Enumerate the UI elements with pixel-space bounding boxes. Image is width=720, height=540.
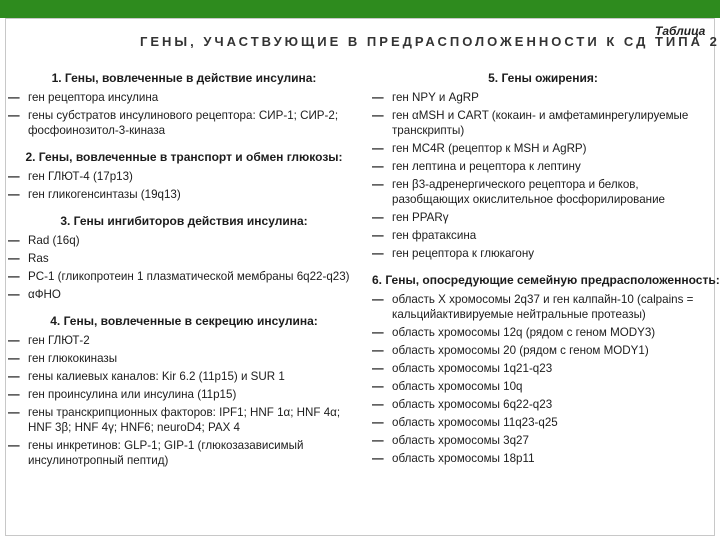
list-item: — ген рецептора инсулина bbox=[8, 90, 360, 105]
list-item: — PC-1 (гликопротеин 1 плазматической мембраны 6q22-q23) bbox=[8, 269, 360, 284]
list-item: — область X хромосомы 2q37 и ген калпайн-10 (calpains = кальцийактивируемые нейтральные протеазы) bbox=[372, 292, 714, 322]
list-item: — ген лептина и рецептора к лептину bbox=[372, 159, 714, 174]
list-item: — гены инкретинов: GLP-1; GIP-1 (глюкозазависимый инсулинотропный пептид) bbox=[8, 438, 360, 468]
list-item: — область хромосомы 18p11 bbox=[372, 451, 714, 466]
list-item: — ген αMSH и CART (кокаин- и амфетаминрегулируемые транскрипты) bbox=[372, 108, 714, 138]
list-item: — область хромосомы 10q bbox=[372, 379, 714, 394]
right-column bbox=[372, 68, 720, 469]
list-item: — область хромосомы 1q21-q23 bbox=[372, 361, 714, 376]
list-item: — область хромосомы 20 (рядом с геном MODY1) bbox=[372, 343, 714, 358]
section-heading: 6. Гены, опосредующие семейную предрасположенность: bbox=[372, 273, 720, 287]
section-heading: 4. Гены, вовлеченные в секрецию инсулина: bbox=[50, 314, 318, 328]
list-item: — область хромосомы 12q (рядом с геном MODY3) bbox=[372, 325, 714, 340]
list-item: — область хромосомы 11q23-q25 bbox=[372, 415, 714, 430]
section-insulin-secretion bbox=[8, 313, 360, 468]
list-item: — ген фратаксина bbox=[372, 228, 714, 243]
list-item: — ген гликогенсинтазы (19q13) bbox=[8, 187, 360, 202]
table-label: Таблица bbox=[655, 24, 706, 38]
section-heading: 1. Гены, вовлеченные в действие инсулина: bbox=[51, 71, 317, 85]
list-item: — область хромосомы 3q27 bbox=[372, 433, 714, 448]
list-item: — ген MC4R (рецептор к MSH и AgRP) bbox=[372, 141, 714, 156]
section-heading: 3. Гены ингибиторов действия инсулина: bbox=[60, 214, 308, 228]
list-item: — гены транскрипционных факторов: IPF1; HNF 1α; HNF 4α; HNF 3β; HNF 4γ; HNF6; neuroD4; PAX 4 bbox=[8, 405, 360, 435]
list-item: — ген рецептора к глюкагону bbox=[372, 246, 714, 261]
left-column bbox=[8, 68, 360, 471]
list-item: — ген глюкокиназы bbox=[8, 351, 360, 366]
section-heading: 5. Гены ожирения: bbox=[488, 71, 598, 85]
page-title: ГЕНЫ, УЧАСТВУЮЩИЕ В ПРЕДРАСПОЛОЖЕННОСТИ К СД ТИПА 2 bbox=[140, 34, 720, 49]
list-item: — ген PPARγ bbox=[372, 210, 714, 225]
section-insulin-inhibitors bbox=[8, 213, 360, 302]
section-insulin-action bbox=[8, 70, 360, 138]
list-item: — ген NPY и AgRP bbox=[372, 90, 714, 105]
section-obesity bbox=[372, 70, 714, 261]
section-family-predisposition bbox=[372, 272, 720, 466]
list-item: — область хромосомы 6q22-q23 bbox=[372, 397, 714, 412]
list-item: — гены субстратов инсулинового рецептора: СИР-1; СИР-2; фосфоинозитол-3-киназа bbox=[8, 108, 360, 138]
list-item: — ген ГЛЮТ-2 bbox=[8, 333, 360, 348]
top-accent-bar bbox=[0, 0, 720, 18]
list-item: — ген проинсулина или инсулина (11p15) bbox=[8, 387, 360, 402]
list-item: — гены калиевых каналов: Kir 6.2 (11p15) и SUR 1 bbox=[8, 369, 360, 384]
list-item: — Ras bbox=[8, 251, 360, 266]
list-item: — Rad (16q) bbox=[8, 233, 360, 248]
section-heading: 2. Гены, вовлеченные в транспорт и обмен глюкозы: bbox=[25, 150, 343, 164]
list-item: — ген β3-адренергического рецептора и белков, разобщающих окислительное фосфорилирование bbox=[372, 177, 714, 207]
section-glucose-transport bbox=[8, 149, 360, 202]
list-item: — ген ГЛЮТ-4 (17p13) bbox=[8, 169, 360, 184]
list-item: — αФНО bbox=[8, 287, 360, 302]
